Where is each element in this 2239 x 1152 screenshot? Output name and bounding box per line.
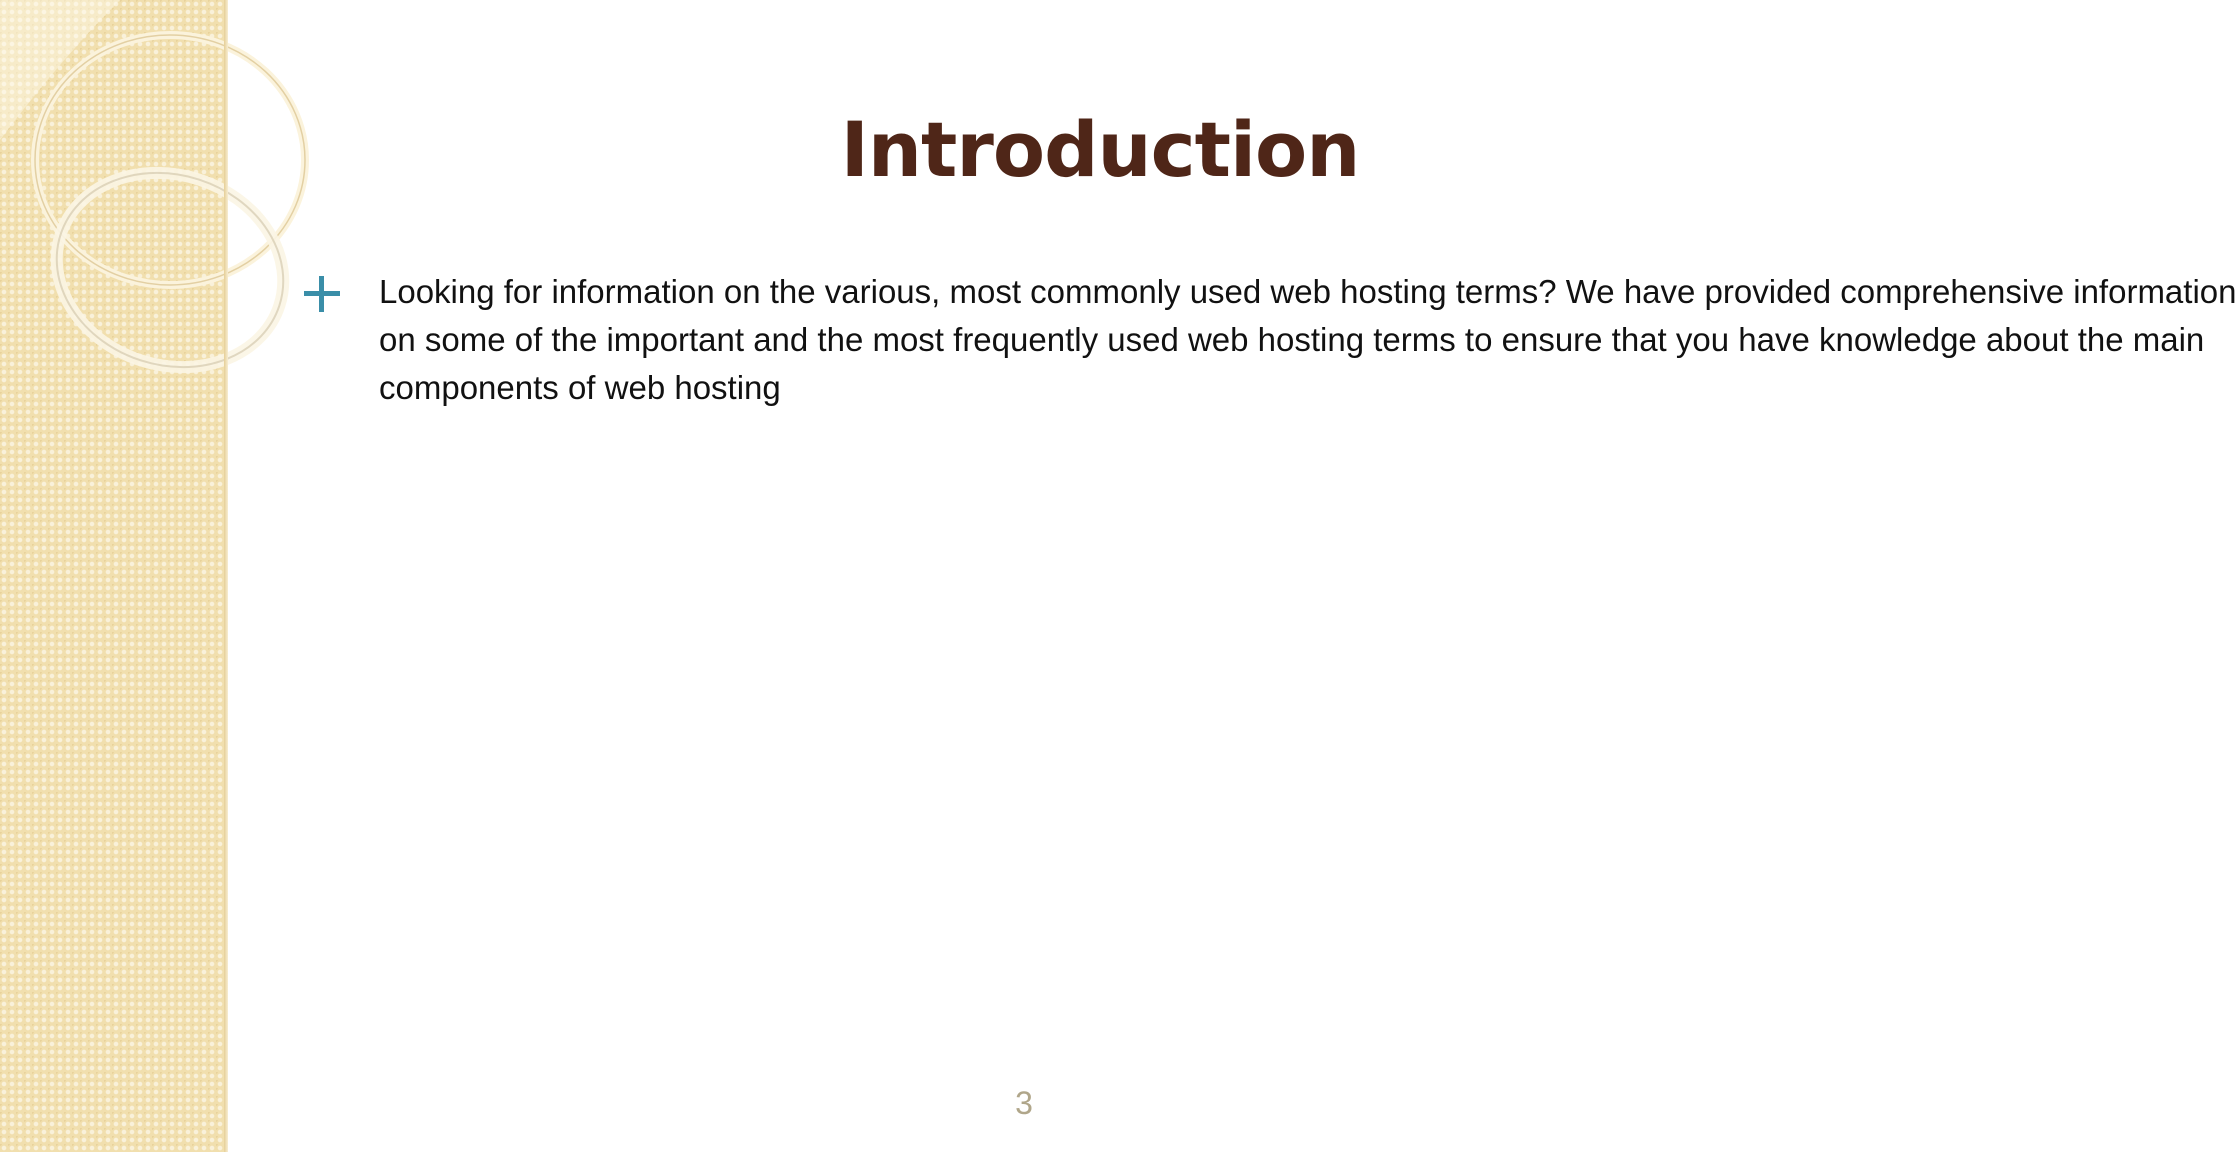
page-number: 3 xyxy=(1015,1085,1033,1121)
plus-icon xyxy=(302,274,342,314)
decorative-rings-graphic xyxy=(0,0,226,400)
bullet-text: Looking for information on the various, most commonly used web hosting terms? We have provided comprehensive information on some of the important and the most frequently used web hosting terms to ensure that you have knowledge about the main components of web hosting xyxy=(379,273,2237,406)
decorative-side-panel xyxy=(0,0,226,1152)
side-panel-edge xyxy=(224,0,228,1152)
slide-title: Introduction xyxy=(840,105,1360,194)
